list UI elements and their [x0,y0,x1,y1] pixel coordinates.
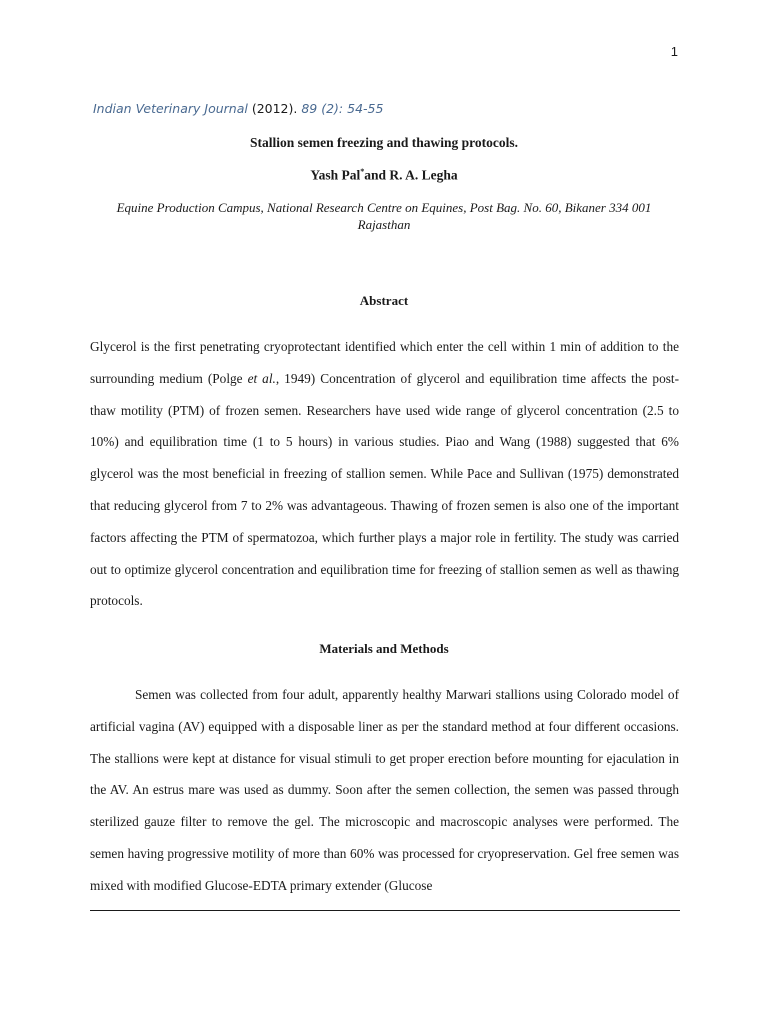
methods-heading: Materials and Methods [319,641,449,656]
co-authors: and R. A. Legha [364,167,458,183]
first-author: Yash Pal [310,167,361,183]
affiliation-line-1: Equine Production Campus, National Research Centre on Equines, Post Bag. No. 60, Bikaner 334 001 [116,200,652,215]
abstract-text-part-1: Glycerol is the first penetrating cryoprotectant identified which enter the cell within 1 min of addition to the surrounding medium (Polge [90,339,679,386]
abstract-heading: Abstract [359,293,409,308]
abstract-text-italic: et al. [247,370,276,386]
paper-title: Stallion semen freezing and thawing protocols. [249,135,518,150]
corresponding-author-marker: * [360,167,365,176]
abstract-text-part-2: , 1949) Concentration of glycerol and equilibration time affects the post-thaw motility (PTM) of frozen semen. Researchers have used wide range of glycerol concentration (2.5 to 10%) and equilibration time (1 to 5 hours) in various studies. Piao and Wang (1988) suggested that 6% glycerol was the most beneficial in freezing of stallion semen. While Pace and Sullivan (1975) demonstrated that reducing glycerol from 7 to 2% was advantageous. Thawing of frozen semen is also one of the important factors affecting the PTM of spermatozoa, which further plays a major role in fertility. The study was carried out to optimize glycerol concentration and equilibration time for freezing of stallion semen as well as thawing protocols. [90,370,680,609]
footnote-divider [90,910,680,911]
methods-paragraph: Semen was collected from four adult, apparently healthy Marwari stallions using Colorado model of artificial vagina (AV) equipped with a disposable liner as per the standard method at four different occasions. The stallions were kept at distance for visual stimuli to get proper erection before mounting for ejaculation in the AV. An estrus mare was used as dummy. Soon after the semen collection, the semen was passed through sterilized gauze filter to remove the gel. The microscopic and macroscopic analyses were performed. The semen having progressive motility of more than 60% was processed for cryopreservation. Gel free semen was mixed with modified Glucose-EDTA primary extender (Glucose [90,687,679,893]
page-number: 1 [670,44,678,59]
journal-name: Indian Veterinary Journal [93,101,248,116]
citation-year: (2012). [251,101,298,116]
affiliation-line-2: Rajasthan [357,217,411,232]
citation-volume: 89 (2): 54-55 [301,101,384,116]
